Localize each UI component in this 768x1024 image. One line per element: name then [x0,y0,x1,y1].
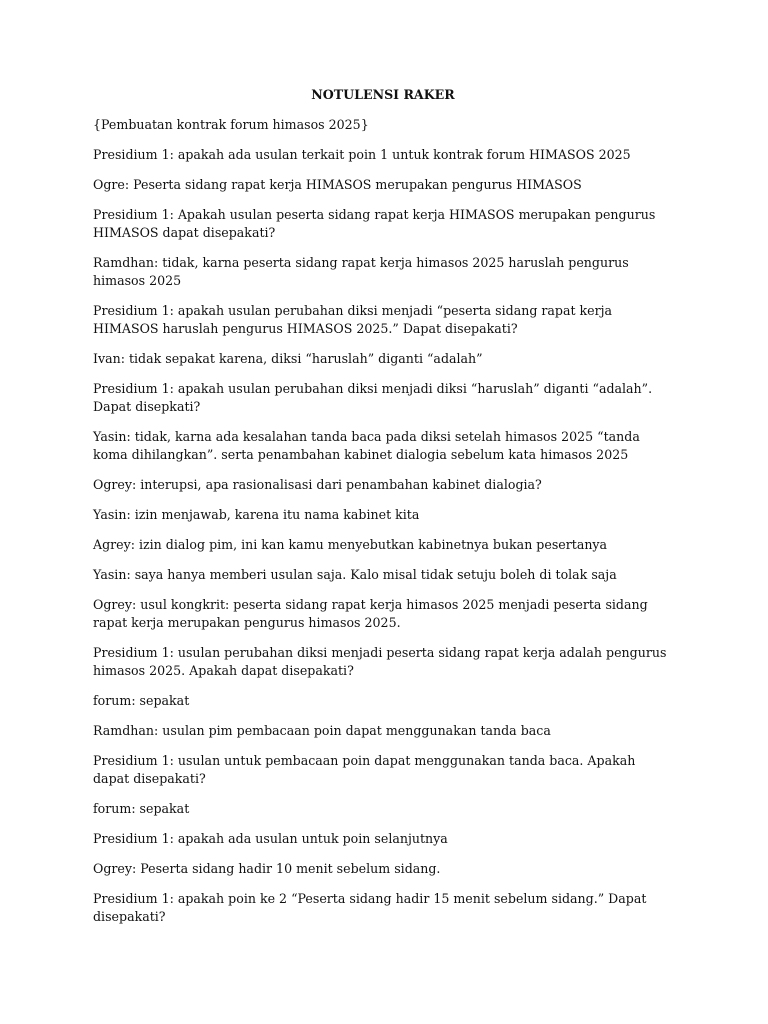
paragraph: forum: sepakat [93,693,190,708]
paragraph: Yasin: saya hanya memberi usulan saja. Kalo misal tidak setuju boleh di tolak saja [93,567,617,582]
paragraph: Presidium 1: apakah ada usulan untuk poin selanjutnya [93,831,448,846]
paragraph: Ramdhan: tidak, karna peserta sidang rapat kerja himasos 2025 haruslah pengurus himasos 2025 [93,255,629,288]
paragraph: Ogrey: usul kongkrit: peserta sidang rapat kerja himasos 2025 menjadi peserta sidang rapat kerja merupakan pengurus himasos 2025. [93,597,648,630]
paragraph: Presidium 1: apakah poin ke 2 “Peserta sidang hadir 15 menit sebelum sidang.” Dapat disepakati? [93,891,647,924]
document-body [93,86,673,938]
paragraph: {Pembuatan kontrak forum himasos 2025} [93,117,369,132]
paragraph: Presidium 1: apakah ada usulan terkait poin 1 untuk kontrak forum HIMASOS 2025 [93,147,631,162]
paragraph: forum: sepakat [93,801,190,816]
paragraph: Yasin: tidak, karna ada kesalahan tanda baca pada diksi setelah himasos 2025 “tanda koma dihilangkan”. serta penambahan kabinet dialogia sebelum kata himasos 2025 [93,429,640,462]
paragraph: Yasin: izin menjawab, karena itu nama kabinet kita [93,507,420,522]
paragraph: Ivan: tidak sepakat karena, diksi “haruslah” diganti “adalah” [93,351,483,366]
paragraph: Presidium 1: Apakah usulan peserta sidang rapat kerja HIMASOS merupakan pengurus HIMASOS dapat disepakati? [93,207,656,240]
paragraph: Ogrey: Peserta sidang hadir 10 menit sebelum sidang. [93,861,441,876]
paragraph: Presidium 1: usulan perubahan diksi menjadi peserta sidang rapat kerja adalah pengurus himasos 2025. Apakah dapat disepakati? [93,645,667,678]
paragraph: Ogre: Peserta sidang rapat kerja HIMASOS merupakan pengurus HIMASOS [93,177,582,192]
paragraph: Presidium 1: apakah usulan perubahan diksi menjadi diksi “haruslah” diganti “adalah”. Dapat disepkati? [93,381,653,414]
document-title: NOTULENSI RAKER [311,87,455,102]
paragraph: Ogrey: interupsi, apa rasionalisasi dari penambahan kabinet dialogia? [93,477,542,492]
paragraph: Ramdhan: usulan pim pembacaan poin dapat menggunakan tanda baca [93,723,551,738]
paragraph: Presidium 1: usulan untuk pembacaan poin dapat menggunakan tanda baca. Apakah dapat disepakati? [93,753,636,786]
paragraph: Presidium 1: apakah usulan perubahan diksi menjadi “peserta sidang rapat kerja HIMASOS haruslah pengurus HIMASOS 2025.” Dapat disepakati? [93,303,613,336]
paragraph: Agrey: izin dialog pim, ini kan kamu menyebutkan kabinetnya bukan pesertanya [93,537,608,552]
